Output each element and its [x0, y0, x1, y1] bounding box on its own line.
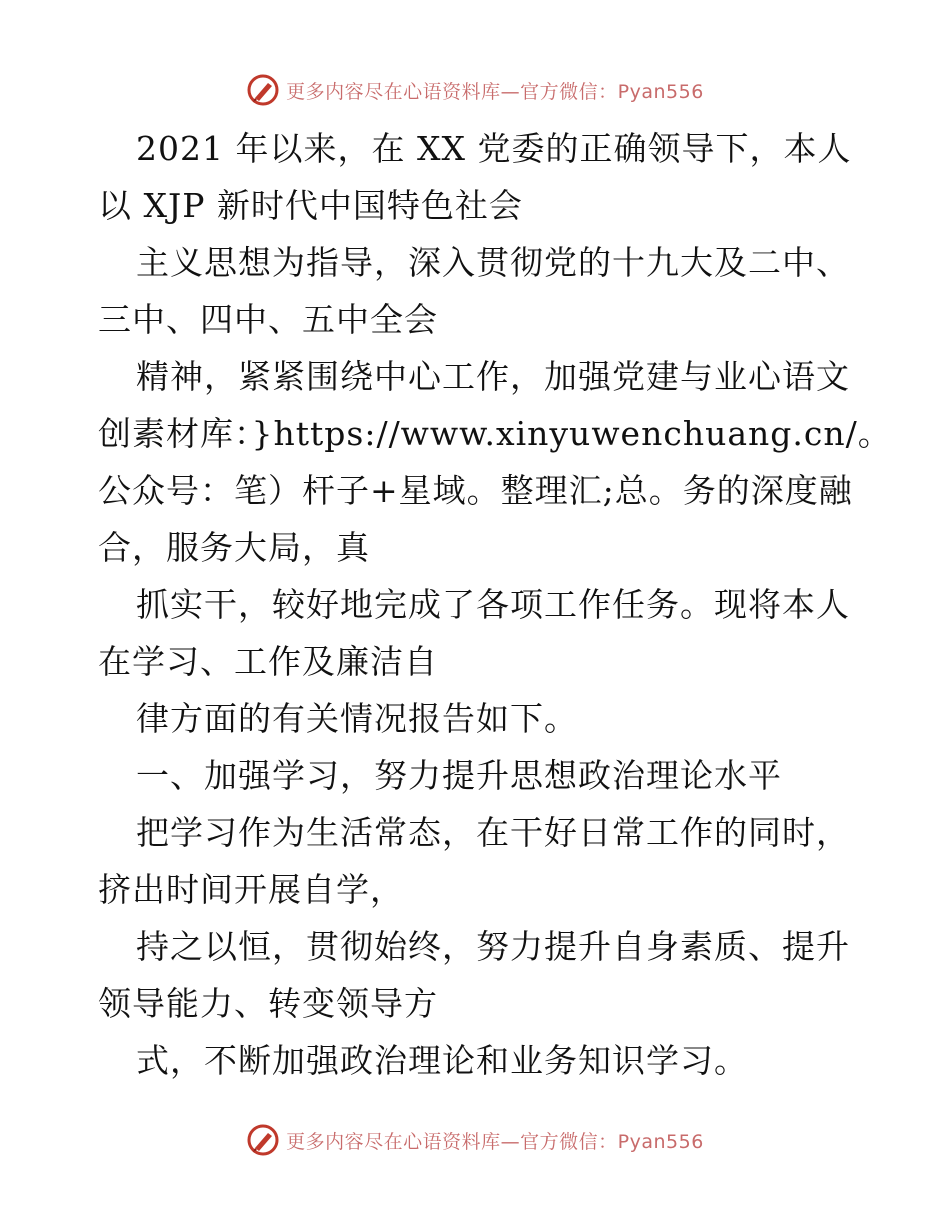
- text-line: 2021 年以来，在 XX 党委的正确领导下，本人: [136, 129, 852, 168]
- text-line: 公众号：笔）杆子+星域。整理汇;总。务的深度融: [98, 471, 853, 510]
- text-line: 精神，紧紧围绕中心工作，加强党建与业心语文: [136, 357, 850, 396]
- text-line: 三中、四中、五中全会: [98, 300, 438, 339]
- footer-banner: [0, 1120, 950, 1160]
- document-body: [98, 120, 892, 1089]
- text-line: 一、加强学习，努力提升思想政治理论水平: [136, 756, 782, 795]
- text-line: 在学习、工作及廉洁自: [98, 642, 438, 681]
- footer-banner-text: 更多内容尽在心语资料库—官方微信：Pyan556: [286, 1130, 704, 1153]
- text-line: 主义思想为指导，深入贯彻党的十九大及二中、: [136, 243, 850, 282]
- text-line: 领导能力、转变领导方: [98, 984, 438, 1023]
- text-line: 抓实干，较好地完成了各项工作任务。现将本人: [136, 585, 850, 624]
- header-banner-text: 更多内容尽在心语资料库—官方微信：Pyan556: [286, 80, 704, 103]
- text-line: 式，不断加强政治理论和业务知识学习。: [136, 1041, 748, 1080]
- text-line: 律方面的有关情况报告如下。: [136, 699, 578, 738]
- text-line: 把学习作为生活常态，在干好日常工作的同时，: [136, 813, 850, 852]
- pen-circle-logo-icon: [246, 73, 280, 107]
- text-line: 合，服务大局，真: [98, 528, 370, 567]
- pen-circle-logo-icon: [246, 1123, 280, 1157]
- text-line: 挤出时间开展自学，: [98, 870, 404, 909]
- text-line: 创素材库：}https://www.xinyuwenchuang.cn/。: [98, 414, 892, 453]
- header-banner: [0, 70, 950, 110]
- text-line: 持之以恒，贯彻始终，努力提升自身素质、提升: [136, 927, 850, 966]
- text-line: 以 XJP 新时代中国特色社会: [98, 186, 523, 225]
